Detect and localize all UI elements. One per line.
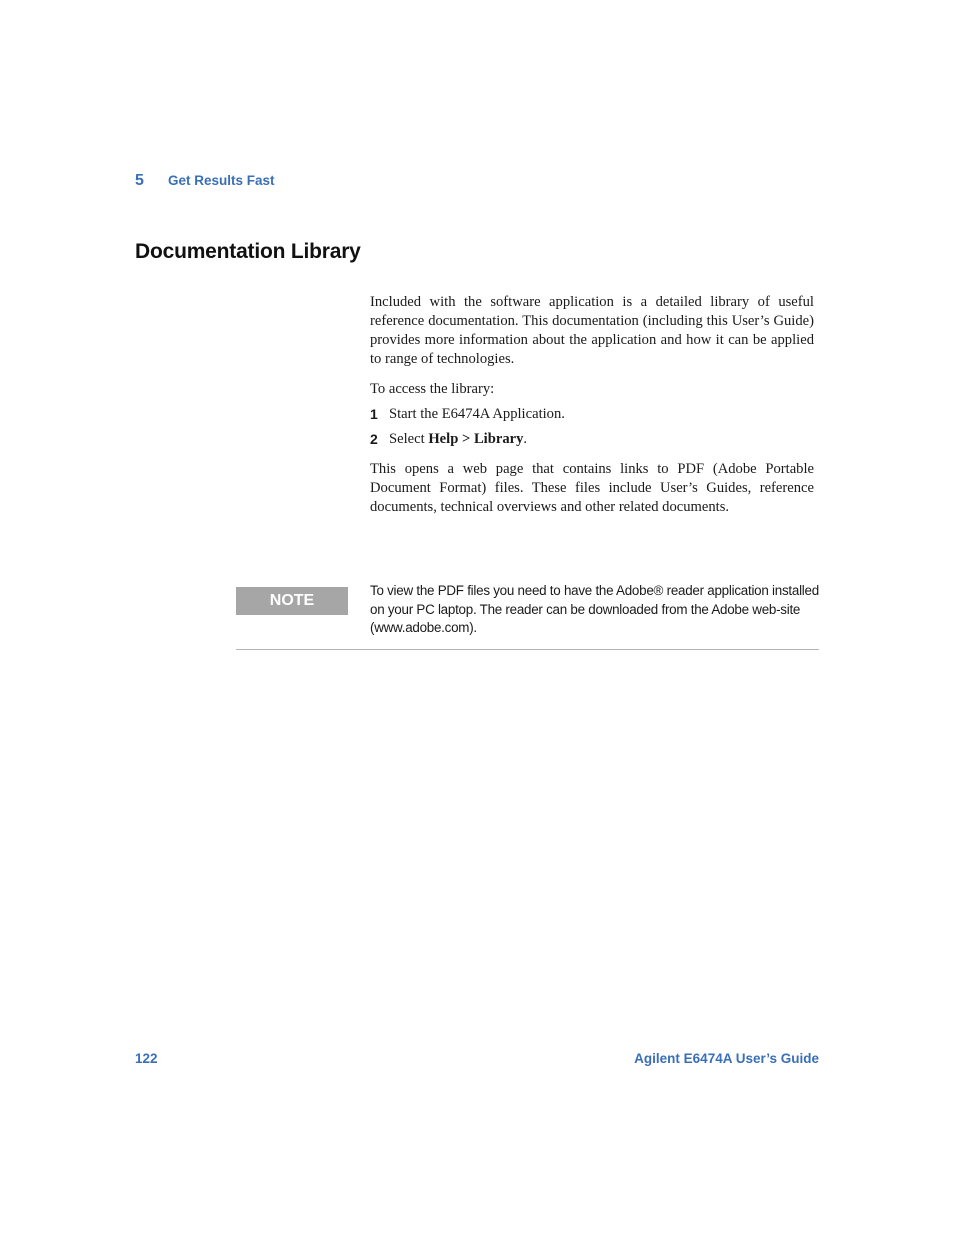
note-divider bbox=[236, 649, 819, 650]
note-text: To view the PDF files you need to have the Adobe® reader application installed on your PC laptop. The reader can be downloaded from the Adobe web-site (www.adobe.com). bbox=[370, 583, 819, 635]
step-suffix: . bbox=[523, 431, 528, 447]
guide-title: Agilent E6474A User’s Guide bbox=[634, 1051, 819, 1066]
step-number: 2 bbox=[370, 431, 378, 447]
step-number: 1 bbox=[370, 406, 378, 422]
menu-separator: > bbox=[458, 431, 474, 447]
running-header bbox=[135, 172, 275, 190]
intro-paragraph: Included with the software application is a detailed library of useful reference documentation. This documentation (including this User’s Guide) provides more information about the application and how it can be applied to range of technologies. bbox=[370, 294, 814, 367]
step-1 bbox=[370, 405, 814, 424]
closing-paragraph: This opens a web page that contains links to PDF (Adobe Portable Document Format) files. These files include User’s Guides, reference documents, technical overviews and other related documents. bbox=[370, 461, 814, 515]
step-prefix: Select bbox=[389, 431, 429, 447]
body-content bbox=[370, 293, 814, 528]
menu-item-library: Library bbox=[473, 431, 524, 447]
step-text bbox=[389, 430, 527, 449]
access-lead: To access the library: bbox=[370, 381, 495, 397]
menu-help: Help bbox=[428, 431, 459, 447]
step-2 bbox=[370, 430, 814, 449]
section-title: Documentation Library bbox=[135, 240, 361, 263]
note-badge: NOTE bbox=[236, 587, 348, 615]
step-text: Start the E6474A Application. bbox=[389, 406, 565, 422]
chapter-number: 5 bbox=[135, 172, 144, 189]
page-number: 122 bbox=[135, 1051, 158, 1066]
chapter-title: Get Results Fast bbox=[168, 173, 275, 188]
